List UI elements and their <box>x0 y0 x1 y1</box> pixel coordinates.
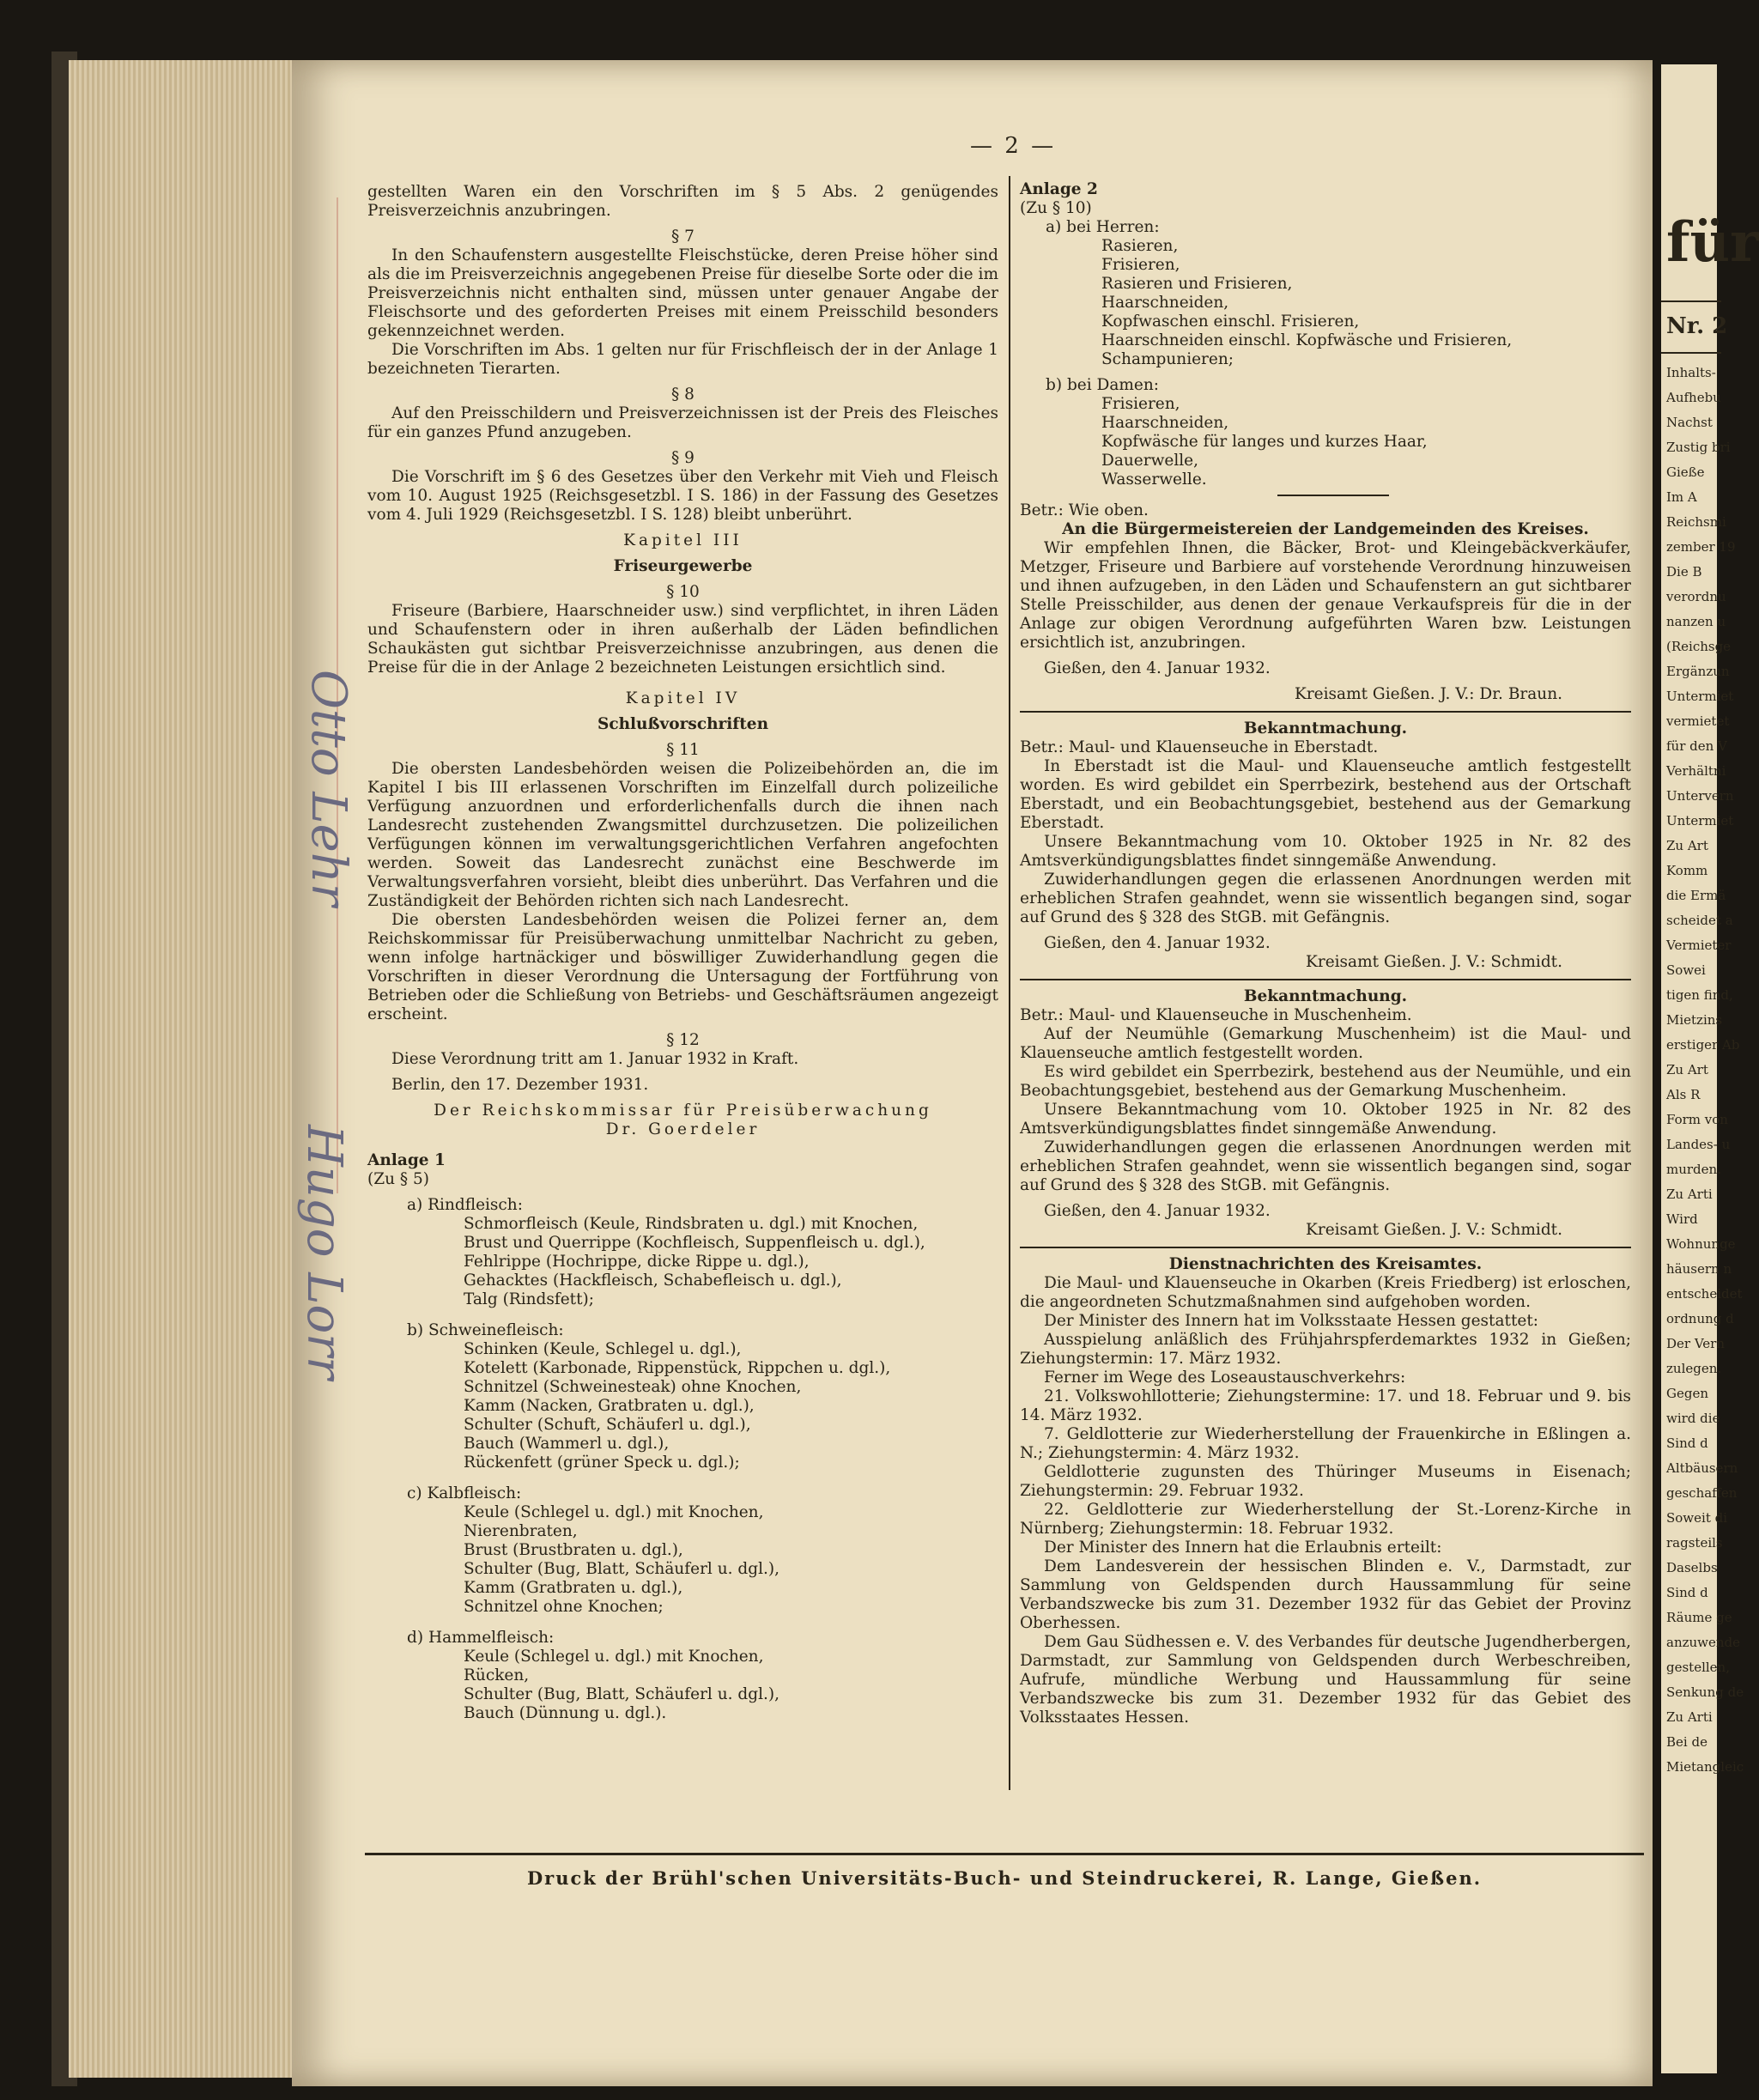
list-item: Kotelett (Karbonade, Rippenstück, Rippchen u. dgl.), <box>464 1359 891 1377</box>
next-page-fragment-line: Zu Arti <box>1666 1187 1713 1202</box>
notice-2-para-3: Unsere Bekanntmachung vom 10. Oktober 1925 in Nr. 82 des Amtsverkündigungsblattes findet sinngemäße Anwendung. <box>1020 1101 1631 1138</box>
section-12-text: Diese Verordnung tritt am 1. Januar 1932 in Kraft. <box>391 1050 799 1068</box>
next-page-title-fragment: für <box>1666 210 1759 275</box>
next-page-fragment-line: Sind d <box>1666 1435 1708 1451</box>
men-services-list <box>1020 237 1631 369</box>
list-item: Keule (Schlegel u. dgl.) mit Knochen, <box>464 1503 764 1521</box>
pork-heading: b) Schweinefleisch: <box>407 1321 564 1339</box>
next-page-fragment-line: anzuwende <box>1666 1635 1741 1650</box>
appendix-2-title: Anlage 2 <box>1020 180 1098 198</box>
next-page-fragment-line: Ergänzun <box>1666 664 1730 679</box>
service-news-item: Die Maul- und Klauenseuche in Okarben (Kreis Friedberg) ist erloschen, die angeordneten Schutzmaßnahmen sind aufgehoben worden. <box>1020 1274 1631 1311</box>
list-item: Kopfwäsche für langes und kurzes Haar, <box>1101 433 1428 451</box>
veal-heading: c) Kalbfleisch: <box>407 1484 522 1502</box>
next-page-fragment-line: häusern n <box>1666 1261 1732 1277</box>
notice-1-date: Gießen, den 4. Januar 1932. <box>1044 934 1271 952</box>
intro-text: gestellten Waren ein den Vorschriften im § 5 Abs. 2 genügendes Preisverzeichnis anzubringen. <box>367 183 998 220</box>
notice-1-title: Bekanntmachung. <box>1243 719 1408 737</box>
date-line: Gießen, den 4. Januar 1932. <box>1044 659 1271 677</box>
next-page-fragment-line: Gegen <box>1666 1386 1708 1401</box>
notice-2-para-2: Es wird gebildet ein Sperrbezirk, bestehend aus der Neumühle, und ein Beobachtungsgebiet, bestehend aus der Gemarkung Muschenheim. <box>1020 1063 1631 1100</box>
chapter-4-heading: Kapitel IV <box>625 689 741 707</box>
next-page-fragment-line: nanzen u <box>1666 614 1726 629</box>
section-divider <box>1020 979 1631 980</box>
service-news-item: Ferner im Wege des Loseaustauschverkehrs: <box>1044 1369 1406 1387</box>
next-page-fragment-line: erstiger Ab <box>1666 1037 1740 1053</box>
next-page-fragment-line: ragsteils <box>1666 1535 1723 1551</box>
list-item: Talg (Rindsfett); <box>464 1290 595 1308</box>
next-page-fragment-line: Form von <box>1666 1112 1728 1127</box>
section-7-para-1: In den Schaufenstern ausgestellte Fleischstücke, deren Preise höher sind als die im Preisverzeichnis angegebenen Preise für dieselbe Sorte oder die im Preisverzeichnis nicht enthalten sind, müssen unter genauer Angabe der Fleischsorte und des geforderten Preises mit einem Preisschild besonders gekennzeichnet werden. <box>367 246 998 340</box>
list-item: Schulter (Bug, Blatt, Schäuferl u. dgl.), <box>464 1685 779 1703</box>
next-page-fragment-line: Komm <box>1666 863 1708 878</box>
list-item: Frisieren, <box>1101 256 1180 274</box>
service-news-item: 21. Volkswohllotterie; Ziehungstermine: 17. und 18. Februar und 9. bis 14. März 1932. <box>1020 1387 1631 1424</box>
appendix-2-ref: (Zu § 10) <box>1020 199 1092 217</box>
next-page-fragment-line: ordnung d <box>1666 1311 1734 1326</box>
next-page-fragment-line: vermietet <box>1666 713 1730 729</box>
divider <box>1661 352 1721 354</box>
left-column <box>367 183 998 1723</box>
next-page-fragment-line: Inhalts- <box>1666 365 1716 380</box>
chapter-3-heading: Kapitel III <box>623 531 743 549</box>
list-item: Rücken, <box>464 1666 530 1684</box>
next-page-fragment-line: Untermiet <box>1666 689 1734 704</box>
service-news-item: Der Minister des Innern hat im Volksstaate Hessen gestattet: <box>1044 1312 1539 1330</box>
list-item: Rasieren und Frisieren, <box>1101 275 1293 293</box>
next-page-fragment-line: Verhältni <box>1666 763 1726 779</box>
appendix-1-ref: (Zu § 5) <box>367 1170 429 1188</box>
list-item: Rasieren, <box>1101 237 1179 255</box>
printer-imprint: Druck der Brühl'schen Universitäts-Buch- und Steindruckerei, R. Lange, Gießen. <box>526 1867 1483 1889</box>
next-page-fragment-line: Mietzins <box>1666 1012 1723 1028</box>
section-11-heading: § 11 <box>666 741 700 759</box>
list-item: Bauch (Dünnung u. dgl.). <box>464 1704 667 1722</box>
notice-2-title: Bekanntmachung. <box>1243 987 1408 1005</box>
next-page-fragment <box>1661 64 1759 2073</box>
list-item: Haarschneiden, <box>1101 294 1229 312</box>
list-item: Schinken (Keule, Schlegel u. dgl.), <box>464 1340 742 1358</box>
next-page-fragment-line: Senkung de <box>1666 1684 1744 1700</box>
handwritten-annotation: Otto Lehr <box>300 670 356 907</box>
section-8-heading: § 8 <box>671 385 695 404</box>
section-9-text: Die Vorschrift im § 6 des Gesetzes über den Verkehr mit Vieh und Fleisch vom 10. August 1925 (Reichsgesetzbl. I S. 186) in der Fassung des Gesetzes vom 4. Juli 1929 (Reichsgesetzbl. I S. 128) bleibt unberührt. <box>367 468 998 524</box>
handwritten-annotation: Hugo Lorr <box>296 1125 352 1380</box>
notice-2-signature: Kreisamt Gießen. J. V.: Schmidt. <box>1306 1221 1562 1239</box>
next-page-fragment-line: wird die <box>1666 1411 1720 1426</box>
next-page-fragment-line: Zu Art <box>1666 1062 1708 1077</box>
signer-name: Dr. Goerdeler <box>605 1120 761 1138</box>
next-page-fragment-line: entscheidet <box>1666 1286 1743 1302</box>
next-page-fragment-line: die Ermä <box>1666 888 1726 903</box>
next-page-fragment-line: Wohnunge <box>1666 1236 1736 1252</box>
next-page-fragment-line: zulegen. <box>1666 1361 1722 1376</box>
next-page-fragment-line: (Reichsge <box>1666 639 1732 654</box>
list-item: Haarschneiden einschl. Kopfwäsche und Frisieren, <box>1101 331 1513 349</box>
place-date: Berlin, den 17. Dezember 1931. <box>391 1076 649 1094</box>
list-item: Kamm (Gratbraten u. dgl.), <box>464 1579 683 1597</box>
list-item: Fehlrippe (Hochrippe, dicke Rippe u. dgl.), <box>464 1253 810 1271</box>
next-page-fragment-line: Wird <box>1666 1211 1698 1227</box>
commissioner-title: Der Reichskommissar für Preisüberwachung <box>434 1102 932 1120</box>
next-page-fragment-line: scheidet a <box>1666 913 1733 928</box>
page-number: — 2 — <box>970 133 1057 159</box>
next-page-fragment-line: Bei de <box>1666 1734 1707 1750</box>
women-services-list <box>1020 395 1631 489</box>
next-page-fragment-line: Räume ge <box>1666 1610 1732 1625</box>
next-page-fragment-line: Der Vern <box>1666 1336 1726 1351</box>
notice-1-para-2: Unsere Bekanntmachung vom 10. Oktober 1925 in Nr. 82 des Amtsverkündigungsblattes findet sinngemäße Anwendung. <box>1020 833 1631 870</box>
section-7-para-2: Die Vorschriften im Abs. 1 gelten nur für Frischfleisch der in der Anlage 1 bezeichneten Tierarten. <box>367 341 998 378</box>
beef-heading: a) Rindfleisch: <box>407 1196 523 1214</box>
next-page-fragment-line: Die B <box>1666 564 1702 580</box>
notice-1-para-3: Zuwiderhandlungen gegen die erlassenen Anordnungen werden mit erheblichen Strafen geahndet, wenn sie wissentlich begangen sind, sogar auf Grund des § 328 des StGB. mit Gefängnis. <box>1020 871 1631 926</box>
notice-1-regarding: Betr.: Maul- und Klauenseuche in Eberstadt. <box>1020 738 1379 756</box>
next-page-fragment-line: zember 19 <box>1666 539 1736 555</box>
next-page-fragment-line: Soweit di <box>1666 1510 1728 1526</box>
next-page-fragment-line: gestellen, <box>1666 1660 1730 1675</box>
notice-1-signature: Kreisamt Gießen. J. V.: Schmidt. <box>1306 953 1562 971</box>
footer-rule <box>365 1853 1644 1855</box>
list-item: Wasserwelle. <box>1101 470 1207 489</box>
next-page-fragment-line: Sowei <box>1666 962 1706 978</box>
next-page-fragment-line: Untervern <box>1666 788 1734 804</box>
list-item: Schnitzel ohne Knochen; <box>464 1598 664 1616</box>
appendix-1-title: Anlage 1 <box>367 1151 446 1169</box>
notice-1-para-1: In Eberstadt ist die Maul- und Klauenseuche amtlich festgestellt worden. Es wird gebildet ein Sperrbezirk, bestehend aus der Ortschaft Eberstadt, und ein Beobachtungsgebiet, bestehend aus der Gemarkung Eberstadt. <box>1020 757 1631 832</box>
next-page-fragment-line: tigen find, <box>1666 987 1733 1003</box>
service-news-item: Ausspielung anläßlich des Frühjahrspferdemarktes 1932 in Gießen; Ziehungstermin: 17. März 1932. <box>1020 1331 1631 1368</box>
service-news-item: 22. Geldlotterie zur Wiederherstellung der St.-Lorenz-Kirche in Nürnberg; Ziehungstermin: 18. Februar 1932. <box>1020 1501 1631 1538</box>
divider <box>1661 300 1721 302</box>
next-page-fragment-line: geschaffen <box>1666 1485 1738 1501</box>
next-page-fragment-line: Gieße <box>1666 464 1705 480</box>
list-item: Schampunieren; <box>1101 350 1234 368</box>
list-item: Bauch (Wammerl u. dgl.), <box>464 1435 670 1453</box>
list-item: Frisieren, <box>1101 395 1180 413</box>
divider <box>1277 495 1389 496</box>
mutton-heading: d) Hammelfleisch: <box>407 1629 555 1647</box>
next-page-fragment-line: Aufhebu <box>1666 390 1721 405</box>
list-item: Schulter (Schuft, Schäuferl u. dgl.), <box>464 1416 751 1434</box>
column-divider <box>1009 176 1010 1790</box>
next-page-fragment-line: Zu Arti <box>1666 1709 1713 1725</box>
list-item: Brust und Querrippe (Kochfleisch, Suppenfleisch u. dgl.), <box>464 1234 925 1252</box>
next-page-fragment-line: verordnu <box>1666 589 1726 604</box>
next-page-number: Nr. 2 <box>1666 313 1728 339</box>
address-heading: An die Bürgermeistereien der Landgemeinden des Kreises. <box>1062 520 1589 538</box>
section-8-text: Auf den Preisschildern und Preisverzeichnissen ist der Preis des Fleisches für ein ganzes Pfund anzugeben. <box>367 404 998 441</box>
list-item: Schulter (Bug, Blatt, Schäuferl u. dgl.), <box>464 1560 779 1578</box>
section-11-para-1: Die obersten Landesbehörden weisen die Polizeibehörden an, die im Kapitel I bis III erlassenen Vorschriften im Einzelfall durch polizeiliche Verfügung anzuordnen und erforderlichenfalls durch die ihnen nach Landesrecht zustehenden Zwangsmittel durchzusetzen. Die polizeilichen Verfügungen können im verwaltungsgerichtlichen Verfahren angefochten werden. Soweit das Landesrecht zunächst eine Beschwerde im Verwaltungsverfahren vorsieht, bleibt dies unberührt. Das Verfahren und die Zuständigkeit der Behörden richten sich nach Landesrecht. <box>367 760 998 910</box>
section-9-heading: § 9 <box>671 449 695 467</box>
service-news-item: Geldlotterie zugunsten des Thüringer Museums in Eisenach; Ziehungstermin: 29. Februar 1932. <box>1020 1463 1631 1500</box>
list-item: Gehacktes (Hackfleisch, Schabefleisch u. dgl.), <box>464 1272 842 1290</box>
next-page-fragment-line: Reichsmi <box>1666 514 1726 530</box>
list-item: Rückenfett (grüner Speck u. dgl.); <box>464 1454 740 1472</box>
page-edges <box>69 60 300 2078</box>
men-heading: a) bei Herren: <box>1046 218 1160 236</box>
section-10-heading: § 10 <box>666 583 700 601</box>
list-item: Schmorfleisch (Keule, Rindsbraten u. dgl.) mit Knochen, <box>464 1215 919 1233</box>
chapter-3-title: Friseurgewerbe <box>613 557 753 575</box>
next-page-fragment-line: murden. <box>1666 1162 1721 1177</box>
next-page-fragment-line: Untermiet <box>1666 813 1734 828</box>
chapter-4-title: Schlußvorschriften <box>597 715 769 733</box>
women-heading: b) bei Damen: <box>1046 376 1160 394</box>
regarding-line: Betr.: Wie oben. <box>1020 501 1149 519</box>
section-7-heading: § 7 <box>671 228 695 246</box>
notice-2-para-1: Auf der Neumühle (Gemarkung Muschenheim) ist die Maul- und Klauenseuche amtlich festgestellt worden. <box>1020 1025 1631 1062</box>
next-page-fragment-line: Vermieter <box>1666 938 1732 953</box>
circular-text: Wir empfehlen Ihnen, die Bäcker, Brot- und Kleingebäckverkäufer, Metzger, Friseure und Barbiere auf vorstehende Verordnung hinzuweisen und ihnen aufzugeben, in den Läden und Schaufenstern an gut sichtbarer Stelle Preisschilder, aus denen der genaue Verkaufspreis für die in der Anlage zur obigen Verordnung aufgeführten Waren bzw. Leistungen ersichtlich ist, anzubringen. <box>1020 539 1631 652</box>
next-page-fragment-line: Mietangleic <box>1666 1759 1744 1775</box>
next-page-fragment-line: Altbäusern <box>1666 1460 1738 1476</box>
next-page-fragment-line: Als R <box>1666 1087 1701 1102</box>
next-page-fragment-line: Daselbs <box>1666 1560 1718 1575</box>
section-11-para-2: Die obersten Landesbehörden weisen die Polizei ferner an, dem Reichskommissar für Preisüberwachung unmittelbar Nachricht zu geben, wenn infolge hartnäckiger und böswilliger Zuwiderhandlung gegen die Vorschriften in dieser Verordnung die Untersagung der Fortführung von Betrieben oder die Schließung von Betriebs- und Geschäftsräumen angezeigt erscheint. <box>367 911 998 1023</box>
section-12-heading: § 12 <box>666 1031 700 1049</box>
list-item: Brust (Brustbraten u. dgl.), <box>464 1541 683 1559</box>
service-news-item: Der Minister des Innern hat die Erlaubnis erteilt: <box>1044 1539 1442 1557</box>
pork-list <box>367 1340 998 1472</box>
notice-2-date: Gießen, den 4. Januar 1932. <box>1044 1202 1271 1220</box>
next-page-fragment-line: Landes- u <box>1666 1137 1731 1152</box>
section-10-text: Friseure (Barbiere, Haarschneider usw.) sind verpflichtet, in ihren Läden und Schaufenstern oder in ihren außerhalb der Läden befindlichen Schaukästen gut sichtbar Preisverzeichnisse anzubringen, aus denen die Preise für die in der Anlage 2 bezeichneten Leistungen ersichtlich sind. <box>367 602 998 677</box>
list-item: Kopfwaschen einschl. Frisieren, <box>1101 313 1360 331</box>
notice-2-regarding: Betr.: Maul- und Klauenseuche in Muschenheim. <box>1020 1006 1412 1024</box>
next-page-fragment-line: Zustig bri <box>1666 440 1731 455</box>
right-column <box>1020 180 1631 1727</box>
notice-2-para-4: Zuwiderhandlungen gegen die erlassenen Anordnungen werden mit erheblichen Strafen geahndet, wenn sie wissentlich begangen sind, sogar auf Grund des § 328 des StGB. mit Gefängnis. <box>1020 1138 1631 1194</box>
next-page-fragment-line: Nachst <box>1666 415 1713 430</box>
service-news-item: 7. Geldlotterie zur Wiederherstellung der Frauenkirche in Eßlingen a. N.; Ziehungstermin: 4. März 1932. <box>1020 1425 1631 1462</box>
list-item: Keule (Schlegel u. dgl.) mit Knochen, <box>464 1648 764 1666</box>
signature-line: Kreisamt Gießen. J. V.: Dr. Braun. <box>1295 685 1562 703</box>
next-page-fragment-line: Sind d <box>1666 1585 1708 1600</box>
next-page-fragment-line: Im A <box>1666 489 1697 505</box>
veal-list <box>367 1503 998 1617</box>
list-item: Nierenbraten, <box>464 1522 578 1540</box>
list-item: Schnitzel (Schweinesteak) ohne Knochen, <box>464 1378 802 1396</box>
next-page-fragment-line: für den V <box>1666 738 1727 754</box>
list-item: Dauerwelle, <box>1101 452 1199 470</box>
section-divider <box>1020 1247 1631 1248</box>
service-news-item: Dem Landesverein der hessischen Blinden e. V., Darmstadt, zur Sammlung von Geldspenden durch Haussammlung für seine Verbandszwecke bis zum 31. Dezember 1932 für das Gebiet der Provinz Oberhessen. <box>1020 1557 1631 1632</box>
service-news-title: Dienstnachrichten des Kreisamtes. <box>1168 1255 1483 1273</box>
list-item: Kamm (Nacken, Gratbraten u. dgl.), <box>464 1397 755 1415</box>
section-divider <box>1020 711 1631 713</box>
list-item: Haarschneiden, <box>1101 414 1229 432</box>
beef-list <box>367 1215 998 1309</box>
next-page-fragment-line: Zu Art <box>1666 838 1708 853</box>
mutton-list <box>367 1648 998 1723</box>
service-news-item: Dem Gau Südhessen e. V. des Verbandes für deutsche Jugendherbergen, Darmstadt, zur Sammlung von Geldspenden durch Werbeschreiben, Aufrufe, mündliche Werbung und Haussammlung für seine Verbandszwecke bis zum 31. Dezember 1932 für das Gebiet des Volksstaates Hessen. <box>1020 1633 1631 1727</box>
